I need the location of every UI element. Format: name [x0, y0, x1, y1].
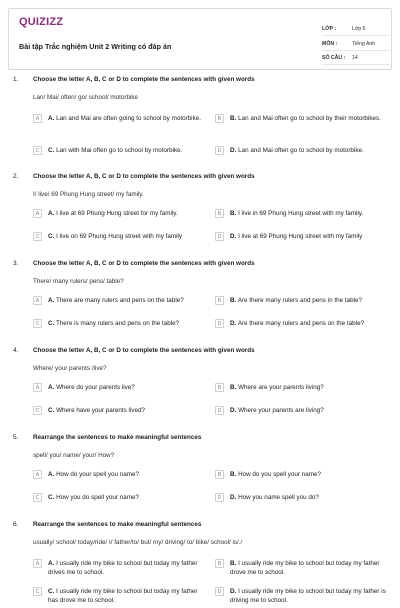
option-box[interactable]: D	[215, 146, 224, 155]
question-number: 1.	[13, 76, 19, 83]
option-text: Are there many rulers and pens in the table?	[237, 297, 362, 304]
option-letter: A.	[48, 297, 55, 304]
question-prompt: Lan/ Mai/ often/ go/ school/ motorbike	[33, 94, 139, 101]
option-box[interactable]: D	[215, 587, 224, 596]
option-text: Where do your parents live?	[56, 384, 135, 391]
option-letter: B.	[230, 297, 237, 304]
question-item	[0, 521, 400, 608]
option-box[interactable]: B	[215, 559, 224, 568]
option-b[interactable]	[215, 209, 387, 218]
option-c[interactable]	[33, 232, 205, 241]
option-letter: D.	[230, 320, 237, 327]
question-instruction: Choose the letter A, B, C or D to complete the sentences with given words	[33, 260, 255, 267]
option-text: How you name spell you do?	[238, 494, 319, 501]
option-b[interactable]	[215, 296, 387, 305]
question-number: 4.	[13, 347, 19, 354]
option-b[interactable]	[215, 559, 387, 577]
option-box[interactable]: B	[215, 383, 224, 392]
option-letter: A.	[48, 384, 55, 391]
option-letter: C.	[48, 233, 55, 240]
option-b[interactable]	[215, 470, 387, 479]
option-letter: B.	[230, 115, 237, 122]
option-a[interactable]	[33, 209, 205, 218]
option-b[interactable]	[215, 383, 387, 392]
question-number: 6.	[13, 521, 19, 528]
option-a[interactable]	[33, 296, 205, 305]
question-prompt: Where/ your parents /live?	[33, 365, 107, 372]
question-item	[0, 434, 400, 521]
option-box[interactable]: A	[33, 383, 42, 392]
option-c[interactable]	[33, 319, 205, 328]
option-box[interactable]: C	[33, 587, 42, 596]
option-box[interactable]: A	[33, 114, 42, 123]
option-box[interactable]: C	[33, 319, 42, 328]
question-instruction: Choose the letter A, B, C or D to complete the sentences with given words	[33, 347, 255, 354]
option-letter: D.	[230, 588, 237, 595]
option-box[interactable]: D	[215, 232, 224, 241]
option-letter: B.	[230, 560, 237, 567]
option-text: I live in 69 Phung Hung street with my family.	[238, 210, 364, 217]
option-text: How do your spell you name?	[56, 471, 140, 478]
option-letter: A.	[48, 560, 55, 567]
option-d[interactable]	[215, 406, 387, 415]
option-letter: D.	[230, 494, 237, 501]
question-item	[0, 347, 400, 434]
option-letter: C.	[48, 494, 55, 501]
meta-row-grade	[322, 22, 390, 36]
option-text: I usually ride my bike to school but today my father drives me to school.	[48, 560, 198, 576]
option-d[interactable]	[215, 587, 387, 605]
option-box[interactable]: D	[215, 406, 224, 415]
meta-row-question-count	[322, 51, 390, 65]
option-text: I live at 69 Phung Hung street for my family.	[56, 210, 178, 217]
meta-label: SỐ CÂU :	[322, 54, 346, 61]
question-prompt: I/ live/ 69 Phung Hung street/ my family.	[33, 191, 144, 198]
option-letter: C.	[48, 407, 55, 414]
option-box[interactable]: B	[215, 114, 224, 123]
meta-label: MÔN :	[322, 40, 338, 47]
option-box[interactable]: B	[215, 470, 224, 479]
option-letter: B.	[230, 471, 237, 478]
meta-value: 14	[352, 54, 358, 61]
option-text: There are many rulers and pens on the table?	[55, 297, 184, 304]
question-item	[0, 76, 400, 163]
option-text: There is many rulers and pens on the table?	[55, 320, 180, 327]
option-box[interactable]: A	[33, 209, 42, 218]
option-box[interactable]: A	[33, 296, 42, 305]
option-letter: D.	[230, 147, 237, 154]
meta-table	[322, 22, 390, 65]
meta-row-subject	[322, 37, 390, 51]
option-letter: D.	[230, 407, 237, 414]
option-letter: C.	[48, 320, 55, 327]
option-c[interactable]	[33, 493, 205, 502]
option-text: I usually ride my bike to school but today my father drove me to school.	[230, 560, 380, 576]
option-d[interactable]	[215, 146, 387, 155]
meta-label: LỚP :	[322, 25, 337, 32]
option-a[interactable]	[33, 383, 205, 392]
option-letter: C.	[48, 588, 55, 595]
option-text: I usually ride my bike to school but today my father is driving me to school.	[230, 588, 386, 604]
option-letter: A.	[48, 471, 55, 478]
option-text: Lan with Mai often go to school by motorbike.	[56, 147, 183, 154]
option-c[interactable]	[33, 406, 205, 415]
question-item	[0, 173, 400, 260]
question-instruction: Rearrange the sentences to make meaningful sentences	[33, 521, 202, 528]
option-box[interactable]: A	[33, 470, 42, 479]
question-prompt: usually/ school/ today/ride/ I/ father/to/ but/ my/ driving/ to/ bike/ school/ is/./	[33, 539, 243, 546]
option-c[interactable]	[33, 587, 205, 605]
option-letter: A.	[48, 210, 55, 217]
option-text: Where are your parents living?	[238, 384, 324, 391]
question-number: 3.	[13, 260, 19, 267]
option-box[interactable]: C	[33, 146, 42, 155]
option-box[interactable]: C	[33, 232, 42, 241]
question-instruction: Rearrange the sentences to make meaningful sentences	[33, 434, 202, 441]
option-text: Lan and Mai often go to school by motorbike.	[238, 147, 364, 154]
option-letter: A.	[48, 115, 55, 122]
question-number: 2.	[13, 173, 19, 180]
option-text: I live at 69 Phung Hung street with my family	[238, 233, 363, 240]
question-prompt: spell/ you/ name/ your/ How?	[33, 452, 115, 459]
option-box[interactable]: C	[33, 493, 42, 502]
option-text: Lan and Mai are often going to school by motorbike.	[56, 115, 201, 122]
option-a[interactable]	[33, 559, 205, 577]
option-letter: B.	[230, 384, 237, 391]
option-d[interactable]	[215, 232, 387, 241]
meta-value: Tiếng Anh	[352, 40, 376, 47]
option-text: I live on 69 Phung Hung street with my family	[56, 233, 183, 240]
question-prompt: There/ many rulers/ pens/ table?	[33, 278, 124, 285]
option-text: I usually ride my bike to school but today my father has drove me to school.	[48, 588, 198, 604]
worksheet-header	[8, 8, 392, 70]
option-d[interactable]	[215, 319, 387, 328]
option-a[interactable]	[33, 470, 205, 479]
question-item	[0, 260, 400, 347]
question-number: 5.	[13, 434, 19, 441]
option-box[interactable]: D	[215, 319, 224, 328]
question-instruction: Choose the letter A, B, C or D to complete the sentences with given words	[33, 173, 255, 180]
option-box[interactable]: A	[33, 559, 42, 568]
option-box[interactable]: C	[33, 406, 42, 415]
option-letter: D.	[230, 233, 237, 240]
option-c[interactable]	[33, 146, 205, 155]
document-title: Bài tập Trắc nghiệm Unit 2 Writing có đáp án	[19, 42, 172, 51]
question-instruction: Choose the letter A, B, C or D to complete the sentences with given words	[33, 76, 255, 83]
option-b[interactable]	[215, 114, 387, 123]
meta-value: Lớp 6	[352, 25, 366, 32]
option-box[interactable]: B	[215, 209, 224, 218]
option-letter: B.	[230, 210, 237, 217]
option-text: Are there many rulers and pens on the table?	[237, 320, 365, 327]
option-letter: C.	[48, 147, 55, 154]
option-text: Where have your parents lived?	[56, 407, 145, 414]
quizizz-logo: QUIZIZZ	[19, 16, 64, 28]
option-box[interactable]: B	[215, 296, 224, 305]
option-d[interactable]	[215, 493, 387, 502]
option-box[interactable]: D	[215, 493, 224, 502]
option-text: Lan and Mai often go to school by their motorbikes.	[238, 115, 381, 122]
option-text: Where your parents are living?	[238, 407, 324, 414]
option-text: How do you spell your name?	[238, 471, 322, 478]
option-a[interactable]	[33, 114, 205, 123]
option-text: How you do spell your name?	[56, 494, 140, 501]
